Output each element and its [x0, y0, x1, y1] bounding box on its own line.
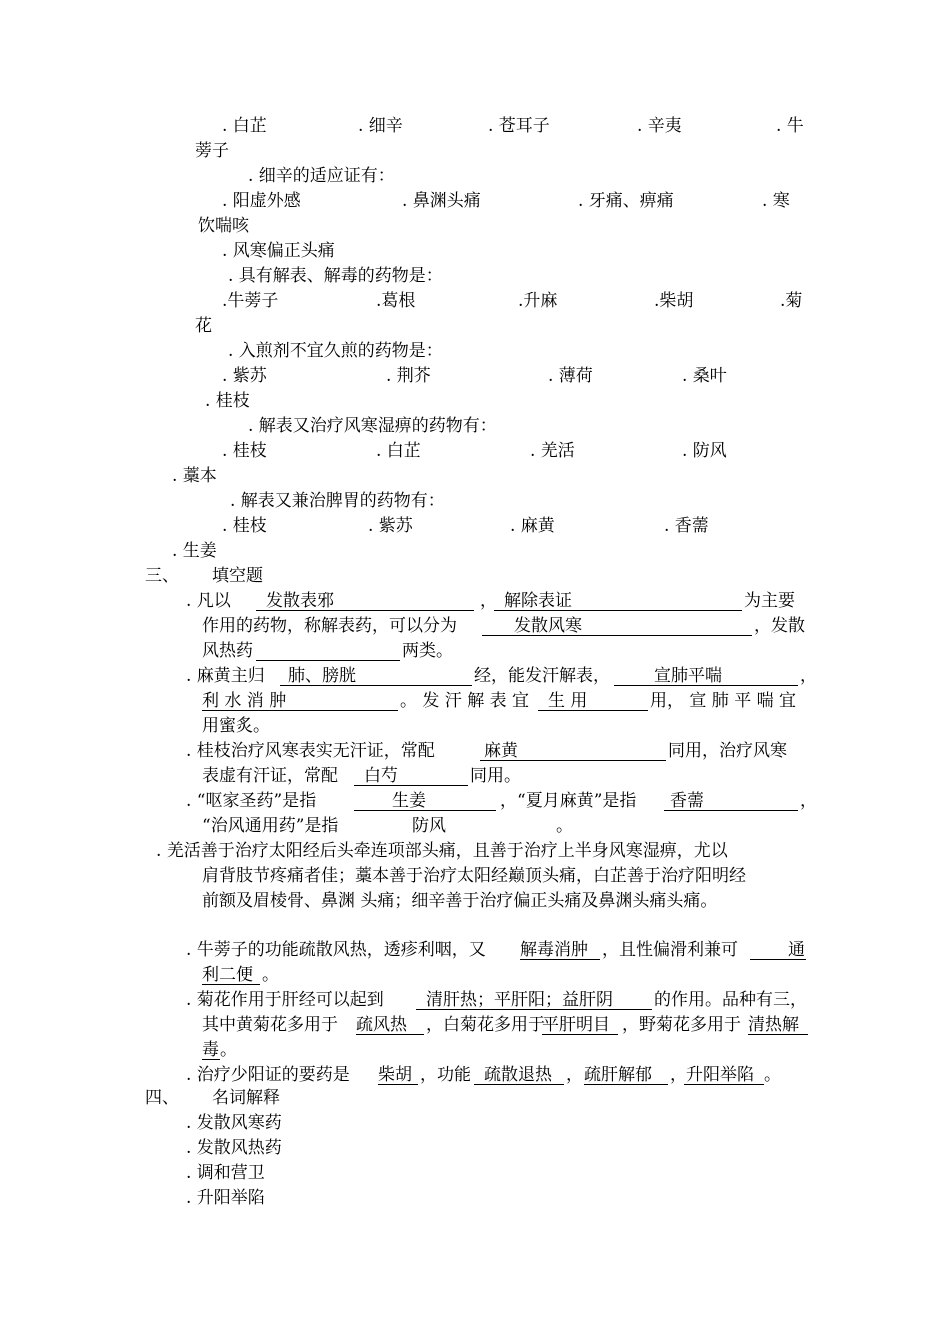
answer: 柴胡: [378, 1065, 412, 1085]
answer: 疏肝解郁: [584, 1065, 652, 1085]
option: . 风寒偏正头痛: [222, 241, 335, 261]
answer: 通: [788, 940, 805, 960]
option: . 白芷: [376, 441, 421, 461]
option-wrap: 花: [195, 316, 212, 336]
option: . 辛夷: [637, 116, 682, 136]
answer-underline: [584, 1084, 668, 1085]
answer: 生姜: [392, 791, 426, 811]
answer: 毒: [202, 1040, 219, 1060]
section-title: 填空题: [212, 566, 263, 586]
fill-item-5-line-1: . 羌活善于治疗太阳经后头牵连项部头痛，且善于治疗上半身风寒湿痹，尤以: [156, 841, 728, 861]
term-item: . 发散风寒药: [186, 1113, 282, 1133]
option: . 桑叶: [682, 366, 727, 386]
answer-underline: [202, 984, 260, 985]
section-number: 三、: [145, 566, 179, 586]
question-stem: . 入煎剂不宜久煎的药物是：: [228, 341, 443, 361]
answer-underline: [202, 1059, 220, 1060]
answer: 解除表证: [504, 591, 572, 611]
answer-underline: [416, 1009, 652, 1010]
answer-underline: [474, 1084, 564, 1085]
option: .牛蒡子: [222, 291, 279, 311]
option-wrap: 饮喘咳: [198, 216, 249, 236]
question-stem: . 解表又兼治脾胃的药物有：: [230, 491, 445, 511]
answer: 解毒消肿: [520, 940, 588, 960]
option: . 荆芥: [386, 366, 431, 386]
term-item: . 升阳举陷: [186, 1188, 265, 1208]
fill-item-5-line-2: 肩背肢节疼痛者佳；藁本善于治疗太阳经巅顶头痛，白芷善于治疗阳明经: [202, 866, 746, 886]
answer: 利二便: [202, 965, 253, 985]
fill-item-2-line-3: 用蜜炙。: [202, 716, 270, 736]
option: . 羌活: [530, 441, 575, 461]
option: .柴胡: [654, 291, 694, 311]
answer: 麻黄: [484, 741, 518, 761]
answer-underline: [280, 685, 472, 686]
answer: 清肝热；平肝阳；益肝阴: [426, 990, 613, 1010]
answer-underline: [202, 710, 398, 711]
answer-underline: [354, 810, 496, 811]
answer-underline: [494, 610, 742, 611]
option: . 藁本: [172, 466, 217, 486]
answer: 生 用: [548, 691, 588, 711]
answer: 清热解: [748, 1015, 799, 1035]
answer: 白芍: [364, 766, 398, 786]
option: .菊: [780, 291, 803, 311]
option: . 薄荷: [548, 366, 593, 386]
answer-underline: [684, 1084, 764, 1085]
option: . 防风: [682, 441, 727, 461]
term-item: . 发散风热药: [186, 1138, 282, 1158]
answer: 发散风寒: [514, 616, 582, 636]
answer-underline: [664, 810, 798, 811]
answer-underline: [538, 710, 648, 711]
option: .升麻: [518, 291, 558, 311]
option: . 牛: [776, 116, 804, 136]
section-title: 名词解释: [212, 1088, 280, 1108]
option: . 紫苏: [222, 366, 267, 386]
answer-underline: [378, 1084, 418, 1085]
answer: 疏散退热: [484, 1065, 552, 1085]
answer: 防风: [412, 816, 446, 836]
term-item: . 调和营卫: [186, 1163, 265, 1183]
answer-underline: [520, 959, 600, 960]
option: .葛根: [376, 291, 416, 311]
option: . 香薷: [664, 516, 709, 536]
option: . 苍耳子: [488, 116, 550, 136]
answer-underline: [482, 635, 752, 636]
option: . 寒: [762, 191, 790, 211]
question-stem: . 具有解表、解毒的药物是：: [228, 266, 443, 286]
answer: 疏风热: [356, 1015, 407, 1035]
fill-item-5-line-3: 前额及眉棱骨、鼻渊 头痛；细辛善于治疗偏正头痛及鼻渊头痛头痛。: [202, 891, 718, 911]
answer: 升阳举陷: [686, 1065, 754, 1085]
option: . 阳虚外感: [222, 191, 301, 211]
answer-underline: [480, 760, 666, 761]
option: . 白芷: [222, 116, 267, 136]
answer: 发散表邪: [266, 591, 334, 611]
answer: 利 水 消 肿: [202, 691, 287, 711]
option-wrap: 蒡子: [195, 141, 229, 161]
answer-underline: [256, 660, 400, 661]
answer-underline: [750, 959, 806, 960]
option: . 桂枝: [222, 516, 267, 536]
answer-underline: [356, 1034, 424, 1035]
answer: 香薷: [670, 791, 704, 811]
option: . 鼻渊头痛: [402, 191, 481, 211]
answer: 宣肺平喘: [654, 666, 722, 686]
question-stem: . 解表又治疗风寒湿痹的药物有：: [248, 416, 497, 436]
answer: 肺、膀胱: [288, 666, 356, 686]
answer-underline: [748, 1034, 808, 1035]
option: . 麻黄: [510, 516, 555, 536]
answer-underline: [542, 1034, 618, 1035]
option: . 桂枝: [205, 391, 250, 411]
option: . 牙痛、痹痛: [578, 191, 674, 211]
option: . 桂枝: [222, 441, 267, 461]
answer: 平肝明目: [542, 1015, 610, 1035]
section-number: 四、: [145, 1088, 179, 1108]
answer-underline: [614, 685, 798, 686]
option: . 细辛: [358, 116, 403, 136]
option: . 生姜: [172, 541, 217, 561]
question-stem: . 细辛的适应证有：: [248, 166, 395, 186]
answer-underline: [354, 785, 468, 786]
answer-underline: [256, 610, 474, 611]
option: . 紫苏: [368, 516, 413, 536]
